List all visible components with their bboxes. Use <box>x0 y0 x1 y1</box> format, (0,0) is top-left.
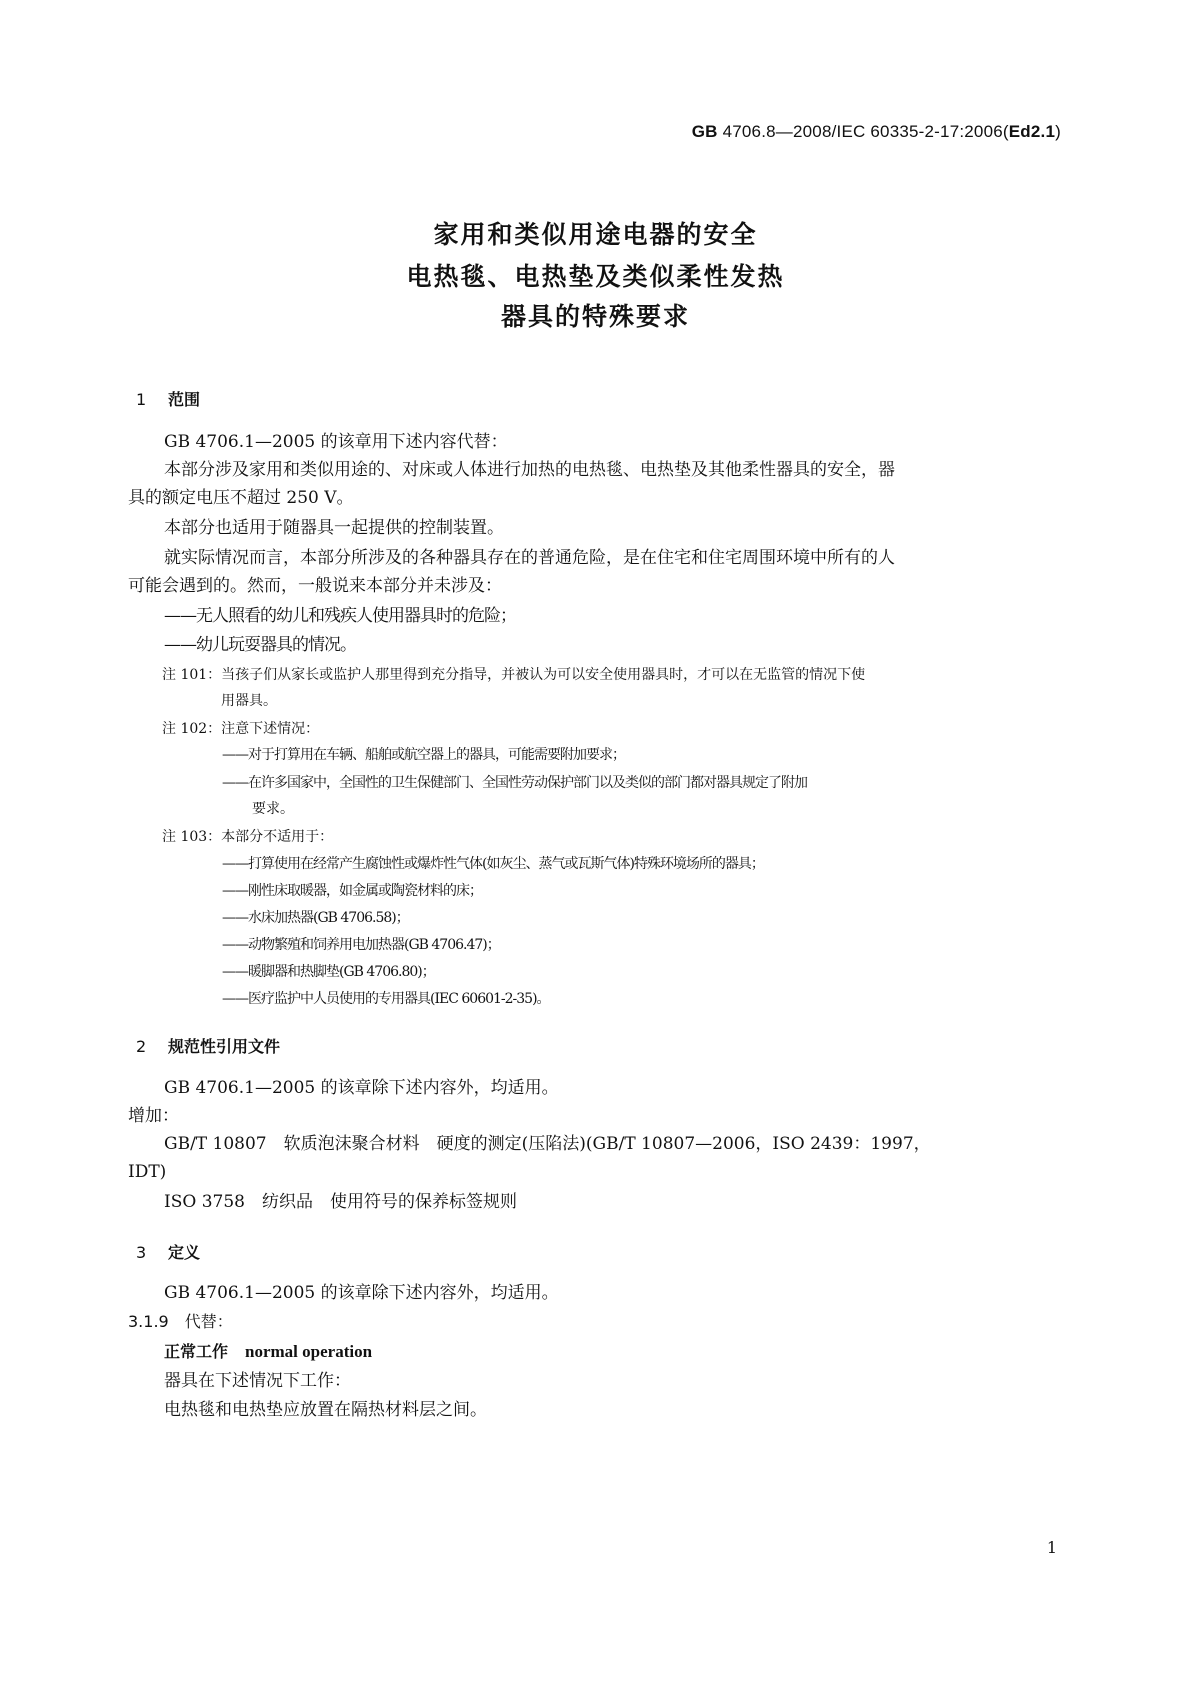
section-2-heading: 2 规范性引用文件 <box>136 1037 281 1056</box>
standard-number-header: GB 4706.8—2008/IEC 60335-2-17:2006(Ed2.1) <box>691 122 1061 141</box>
s2-reference-1-line-2: IDT) <box>128 1162 167 1182</box>
term-chinese: 正常工作 <box>164 1342 229 1361</box>
section-3-heading: 3 定义 <box>136 1243 201 1262</box>
title-line-3: 器具的特殊要求 <box>500 302 690 331</box>
s3-paragraph-2: 器具在下述情况下工作： <box>164 1371 351 1391</box>
s3-paragraph-3: 电热毯和电热垫应放置在隔热材料层之间。 <box>164 1400 487 1420</box>
term-english: normal operation <box>245 1342 373 1361</box>
s2-addition-label: 增加： <box>128 1106 179 1126</box>
s1-dash-item-2: ——幼儿玩耍器具的情况。 <box>164 635 356 655</box>
s1-paragraph-2-line-1: 本部分涉及家用和类似用途的、对床或人体进行加热的电热毯、电热垫及其他柔性器具的安全，器 <box>164 460 895 480</box>
note-103-item: ——动物繁殖和饲养用电加热器(GB 4706.47)； <box>222 937 500 953</box>
note-103-item: ——医疗监护中人员使用的专用器具(IEC 60601-2-35)。 <box>222 991 550 1007</box>
s3-paragraph-1: GB 4706.1—2005 的该章除下述内容外，均适用。 <box>164 1283 559 1303</box>
note-103-item: ——水床加热器(GB 4706.58)； <box>222 910 409 926</box>
s2-paragraph-1: GB 4706.1—2005 的该章除下述内容外，均适用。 <box>164 1078 559 1098</box>
s1-paragraph-2-line-2: 具的额定电压不超过 250 V。 <box>128 488 354 508</box>
s3-clause-number: 3.1.9 代替： <box>128 1312 233 1331</box>
s1-dash-item-1: ——无人照看的幼儿和残疾人使用器具时的危险； <box>164 606 516 626</box>
note-102: 注 102：注意下述情况： <box>162 721 320 737</box>
note-102-item-2-line-2: 要求。 <box>252 801 294 817</box>
s1-paragraph-1: GB 4706.1—2005 的该章用下述内容代替： <box>164 432 508 452</box>
title-line-2: 电热毯、电热垫及类似柔性发热 <box>406 262 785 291</box>
section-1-heading: 1 范围 <box>136 390 201 409</box>
note-102-item-1: ——对于打算用在车辆、船舶或航空器上的器具，可能需要附加要求； <box>222 747 625 763</box>
note-103-item: ——刚性床取暖器，如金属或陶瓷材料的床； <box>222 883 482 899</box>
note-101-line-2: 用器具。 <box>221 693 277 709</box>
note-102-item-2-line-1: ——在许多国家中，全国性的卫生保健部门、全国性劳动保护部门以及类似的部门都对器具规定了附加 <box>222 775 807 791</box>
s1-paragraph-4-line-2: 可能会遇到的。然而，一般说来本部分并未涉及： <box>128 576 502 596</box>
note-101-line-1: 注 101：当孩子们从家长或监护人那里得到充分指导，并被认为可以安全使用器具时，才可以在无监管的情况下使 <box>162 667 866 683</box>
s1-paragraph-4-line-1: 就实际情况而言，本部分所涉及的各种器具存在的普通危险，是在住宅和住宅周围环境中所有的人 <box>164 548 895 568</box>
s2-reference-2: ISO 3758 纺织品 使用符号的保养标签规则 <box>164 1192 517 1212</box>
note-103: 注 103：本部分不适用于： <box>162 829 334 845</box>
s2-reference-1-line-1: GB/T 10807 软质泡沫聚合材料 硬度的测定(压陷法)(GB/T 10807—2006，ISO 2439：1997， <box>164 1134 931 1154</box>
s3-term <box>164 1343 372 1361</box>
page-number: 1 <box>1046 1538 1057 1557</box>
note-103-item: ——打算使用在经常产生腐蚀性或爆炸性气体(如灰尘、蒸气或瓦斯气体)特殊环境场所的器具； <box>222 856 764 872</box>
s1-paragraph-3: 本部分也适用于随器具一起提供的控制装置。 <box>164 518 504 538</box>
note-103-item: ——暖脚器和热脚垫(GB 4706.80)； <box>222 964 435 980</box>
title-line-1: 家用和类似用途电器的安全 <box>433 220 758 249</box>
